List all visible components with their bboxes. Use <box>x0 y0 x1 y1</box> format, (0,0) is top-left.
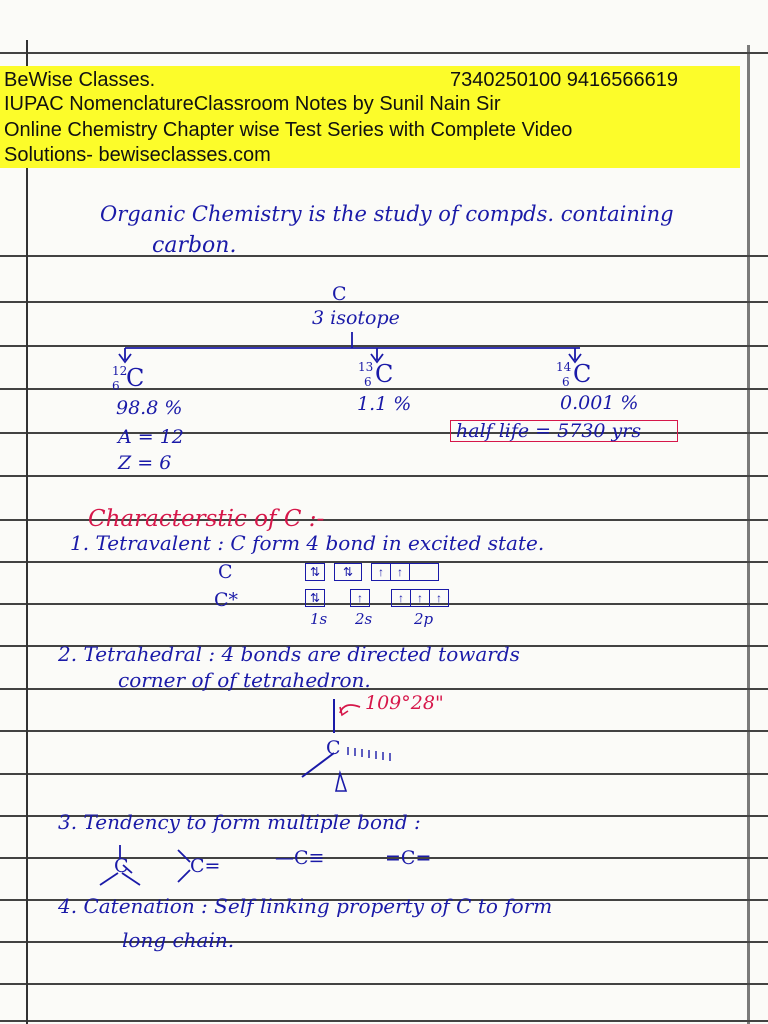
point-tetrahedral-line-2: corner of of tetrahedron. <box>118 668 371 692</box>
mass-number: 12 <box>112 364 128 378</box>
mass-number: 14 <box>556 360 572 374</box>
point-catenation-line-1: 4. Catenation : Self linking property of C to form <box>58 894 553 918</box>
ruled-line <box>0 1020 768 1022</box>
orbital-box <box>409 563 439 581</box>
orbital-2p-label: 2p <box>414 610 434 628</box>
element-symbol: C <box>573 360 592 388</box>
definition-line-2: carbon. <box>152 233 237 258</box>
point-tetrahedral-line-1: 2. Tetrahedral : 4 bonds are directed towards <box>58 642 520 666</box>
phone-numbers: 7340250100 9416566619 <box>450 69 679 91</box>
c13-abundance: 1.1 % <box>357 393 412 415</box>
orbital-box: ↑ <box>410 589 430 607</box>
sp3-carbon: C <box>114 855 129 877</box>
orbital-box: ↑ <box>429 589 449 607</box>
bond-angle: 109°28" <box>365 692 444 714</box>
ruled-line <box>0 983 768 985</box>
notes-title: IUPAC NomenclatureClassroom Notes by Sunil Nain Sir <box>4 93 501 115</box>
isotope-count: 3 isotope <box>312 307 400 329</box>
orbital-1s-label: 1s <box>310 610 328 628</box>
orbital-box: ⇅ <box>334 563 362 581</box>
triple-bond-form: —C≡ <box>275 847 325 869</box>
orbital-box: ↑ <box>350 589 370 607</box>
point-tetravalent: 1. Tetravalent : C form 4 bond in excited state. <box>70 531 545 555</box>
page-edge <box>747 45 750 1024</box>
atomic-number: 6 <box>112 379 120 393</box>
orbital-box: ↑ <box>391 589 411 607</box>
excited-state-orbitals <box>305 589 448 607</box>
orbital-box: ⇅ <box>305 563 325 581</box>
element-symbol: C <box>126 364 145 392</box>
orbital-box: ↑ <box>390 563 410 581</box>
margin-line <box>26 40 28 1024</box>
orbital-box: ⇅ <box>305 589 325 607</box>
orbital-2s-label: 2s <box>355 610 373 628</box>
ruled-line <box>0 688 768 690</box>
ground-state-orbitals <box>305 563 438 581</box>
half-life-text: half life = 5730 yrs <box>456 420 642 442</box>
ruled-line <box>0 941 768 943</box>
mass-number: 13 <box>358 360 374 374</box>
element-symbol: C <box>375 360 394 388</box>
atomic-number-value: Z = 6 <box>118 452 172 474</box>
ground-state-label: C <box>218 561 233 583</box>
website-line: Solutions- bewiseclasses.com <box>4 144 271 166</box>
excited-state-label: C* <box>214 589 239 611</box>
ruled-line <box>0 255 768 257</box>
isotope-branches <box>110 330 590 370</box>
definition-line-1: Organic Chemistry is the study of compds. containing <box>100 202 674 226</box>
test-series-line: Online Chemistry Chapter wise Test Series with Complete Video <box>4 119 573 141</box>
ruled-line <box>0 475 768 477</box>
mass-number-value: A = 12 <box>118 426 184 448</box>
single-bond-carbon <box>96 843 166 888</box>
atomic-number: 6 <box>364 375 372 389</box>
atomic-number: 6 <box>562 375 570 389</box>
double-bond-form: C= <box>190 855 221 877</box>
brand-name: BeWise Classes. <box>4 69 156 91</box>
orbital-box: ↑ <box>371 563 391 581</box>
ruled-line <box>0 301 768 303</box>
point-catenation-line-2: long chain. <box>122 928 235 952</box>
header-banner <box>0 66 740 168</box>
c14-abundance: 0.001 % <box>560 392 639 414</box>
carbon-root: C <box>332 283 347 305</box>
cumulated-bond-form: =C= <box>385 847 432 869</box>
central-carbon: C <box>326 737 341 759</box>
c12-abundance: 98.8 % <box>116 397 183 419</box>
ruled-line <box>0 52 768 54</box>
point-multiple-bond: 3. Tendency to form multiple bond : <box>58 810 421 834</box>
characteristics-heading: Characterstic of C :- <box>88 506 325 532</box>
